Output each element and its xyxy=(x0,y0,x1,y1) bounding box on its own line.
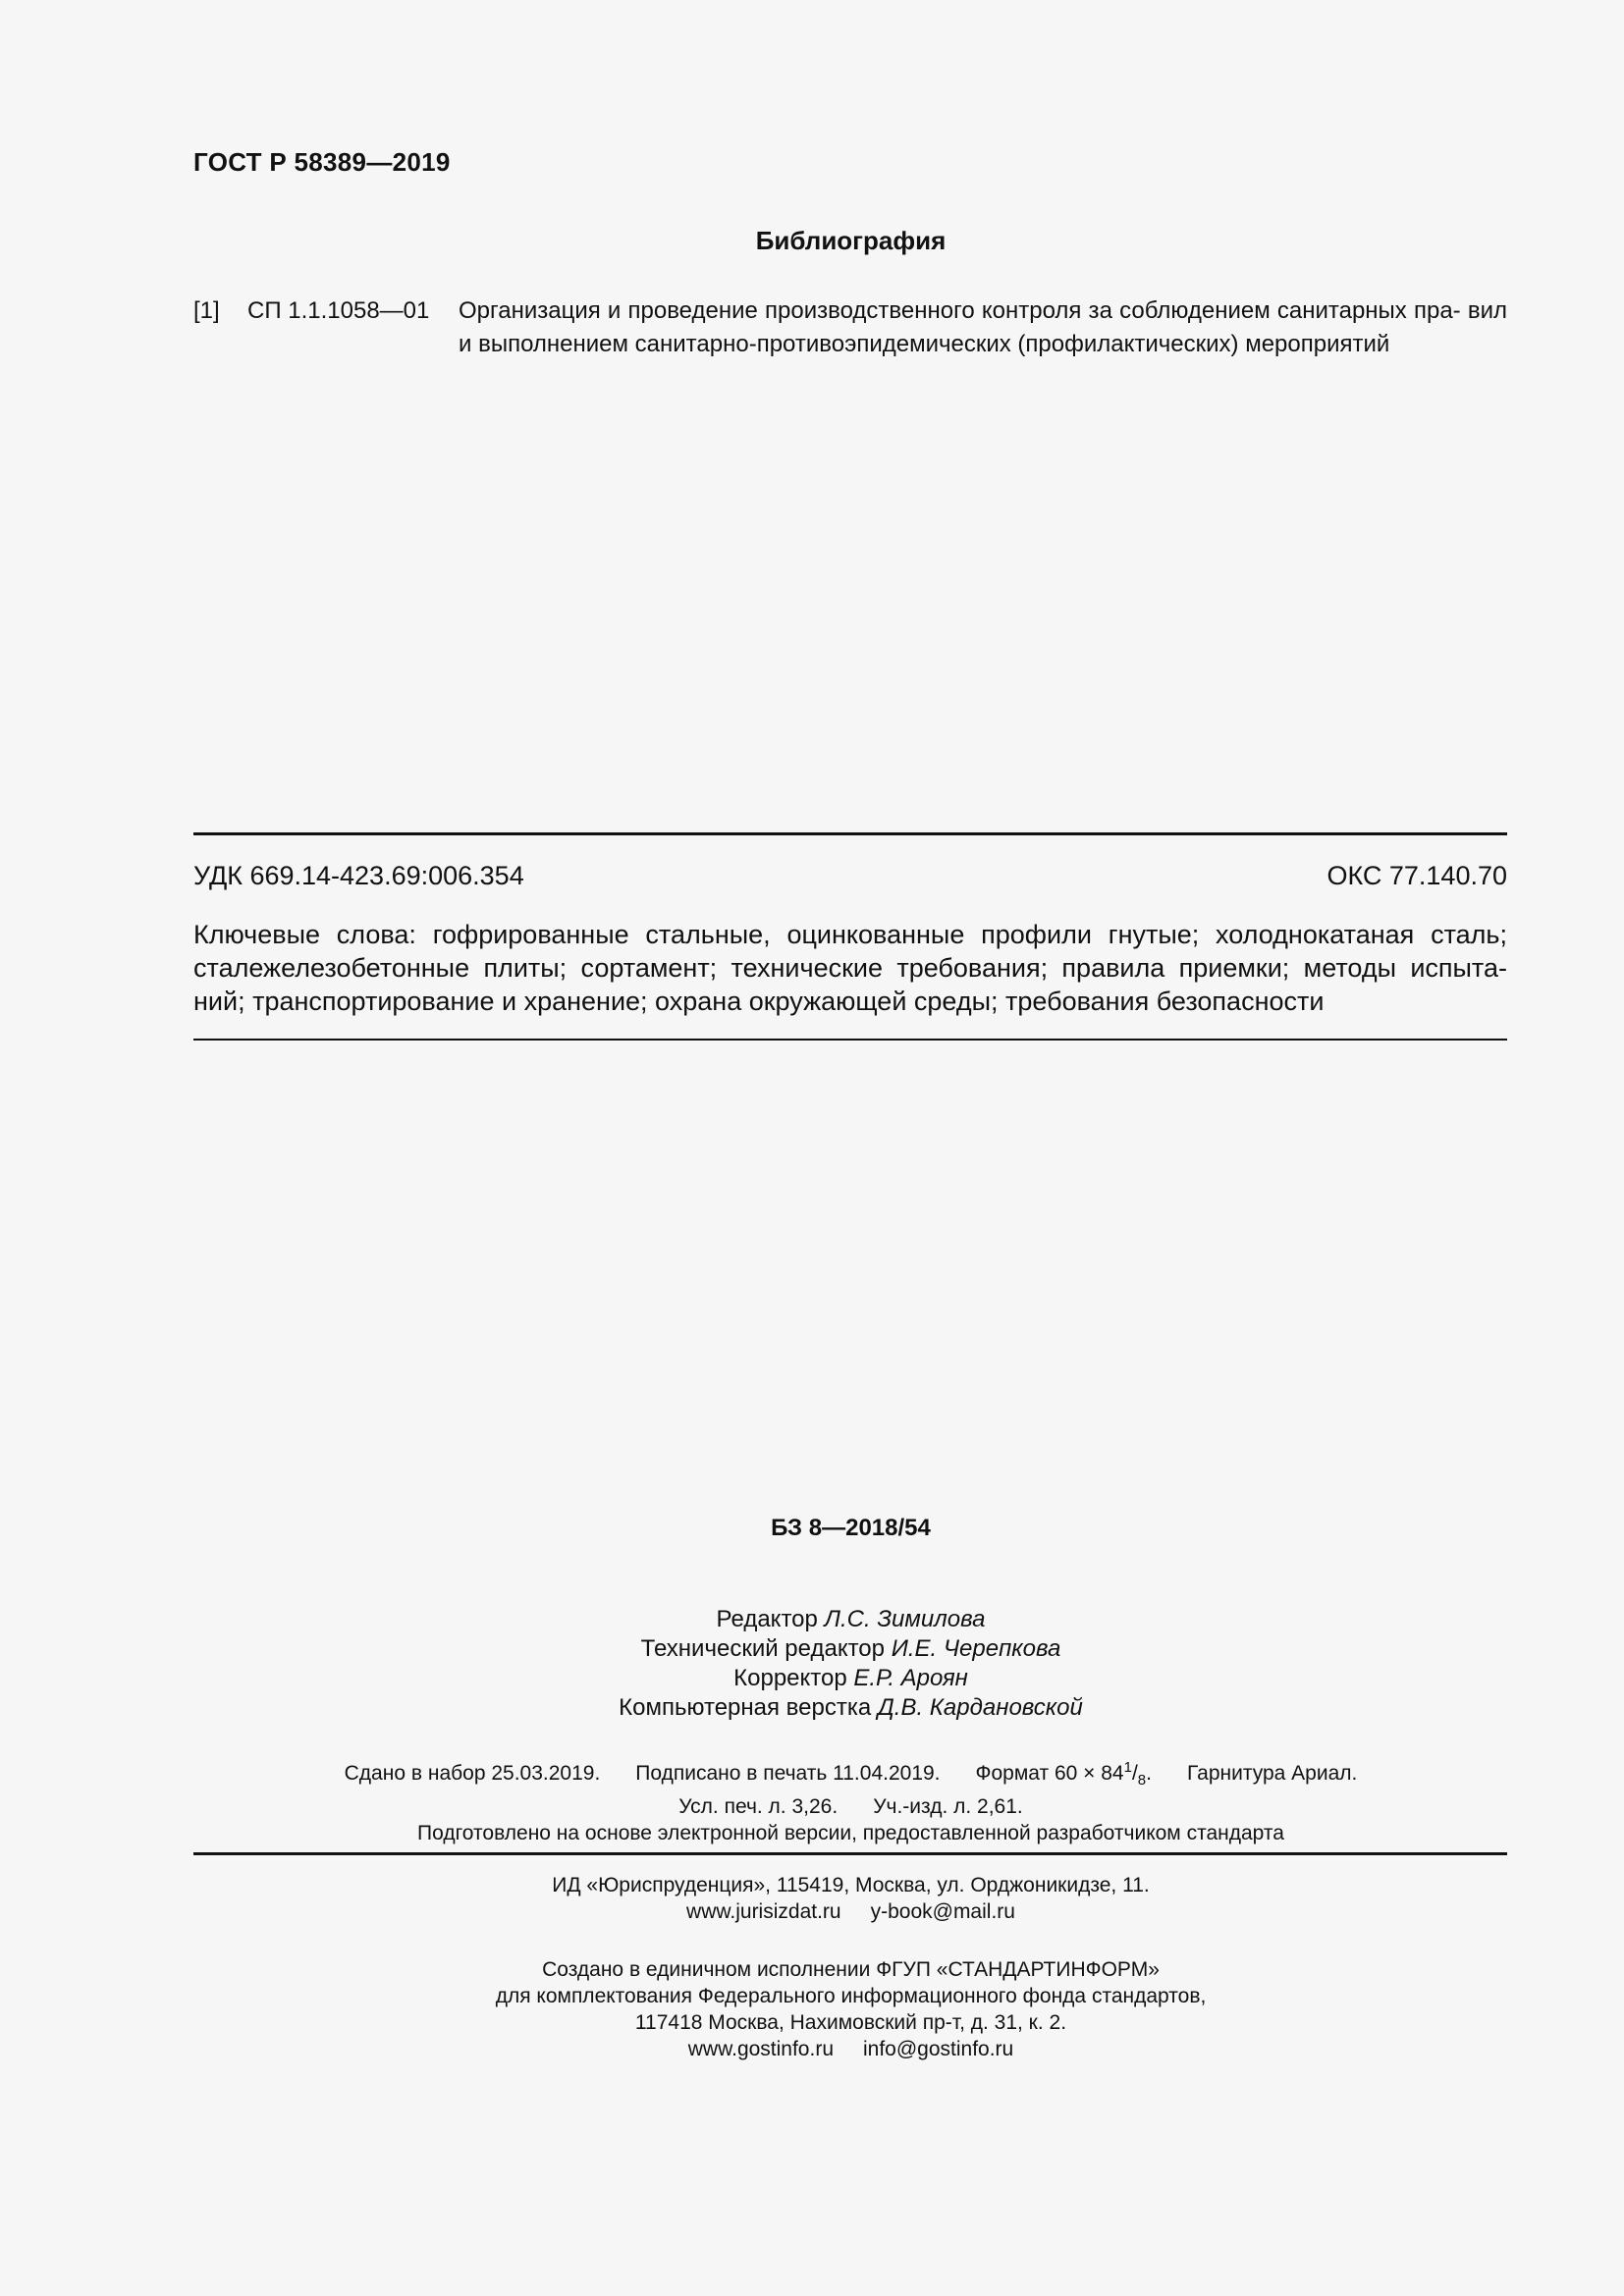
bibliography-title: Библиография xyxy=(755,226,947,255)
publisher-email-link[interactable]: y-book@mail.ru xyxy=(870,1900,1015,1923)
oks-code: ОКС 77.140.70 xyxy=(1326,861,1507,890)
credit-corrector: Корректор Е.Р. Ароян xyxy=(733,1665,968,1691)
bibliography-entry-number: [1] xyxy=(193,297,220,324)
creator-site-link[interactable]: www.gostinfo.ru xyxy=(687,2038,834,2060)
creator-line1: Создано в единичном исполнении ФГУП «СТАНДАРТИНФОРМ» xyxy=(542,1958,1160,1981)
divider-keywords xyxy=(193,1039,1507,1041)
publisher-contacts xyxy=(0,1898,1624,1925)
creator-contacts xyxy=(0,2036,1624,2062)
bibliography-entry-doc: СП 1.1.1058—01 xyxy=(247,297,430,324)
creator-email-link[interactable]: info@gostinfo.ru xyxy=(863,2038,1014,2060)
print-info-line2: Усл. печ. л. 3,26. Уч.-изд. л. 2,61. xyxy=(678,1795,1023,1819)
print-info-line1: Сдано в набор 25.03.2019. Подписано в печать 11.04.2019. Формат $60 \times 84^1/_8$. Гарнитура Ариал. xyxy=(344,1759,1358,1789)
publisher-address: ИД «Юриспруденция», 115419, Москва, ул. Орджоникидзе, 11. xyxy=(552,1874,1150,1896)
standard-code: ГОСТ Р 58389—2019 xyxy=(193,147,451,177)
publisher-site-link[interactable]: www.jurisizdat.ru xyxy=(686,1900,841,1923)
divider-publisher xyxy=(193,1852,1507,1855)
credit-tech-editor: Технический редактор И.Е. Черепкова xyxy=(640,1635,1061,1662)
publisher-block xyxy=(0,1872,1624,1925)
credits-block xyxy=(0,1605,1624,1723)
classification-row xyxy=(193,861,1507,891)
credit-layout: Компьютерная верстка Д.В. Кардановской xyxy=(619,1694,1083,1721)
print-info xyxy=(0,1754,1624,1846)
bz-number: БЗ 8—2018/54 xyxy=(771,1515,931,1541)
creator-line2: для комплектования Федерального информационного фонда стандартов, xyxy=(495,1985,1207,2007)
divider-top xyxy=(193,832,1507,835)
bibliography-entry-text: Организация и проведение производственного контроля за соблюдением санитарных пра- вил и выполнением санитарно-противоэпидемических (профилактических) мероприятий xyxy=(459,297,1507,357)
creator-line3: 117418 Москва, Нахимовский пр-т, д. 31, к. 2. xyxy=(634,2011,1067,2034)
bibliography-entry xyxy=(193,294,1507,361)
print-info-line3: Подготовлено на основе электронной версии, предоставленной разработчиком стандарта xyxy=(417,1822,1284,1845)
creator-block xyxy=(0,1956,1624,2062)
keywords: Ключевые слова: гофрированные стальные, оцинкованные профили гнутые; холоднокатаная сталь; сталежелезобетонные плиты; сортамент; технические требования; правила приемки; методы испыта- ний; транспортирование и хранение; охрана окружающей среды; требования безопасности xyxy=(193,920,1507,1016)
udk-code: УДК 669.14-423.69:006.354 xyxy=(193,861,524,890)
credit-editor: Редактор Л.С. Зимилова xyxy=(716,1606,986,1632)
